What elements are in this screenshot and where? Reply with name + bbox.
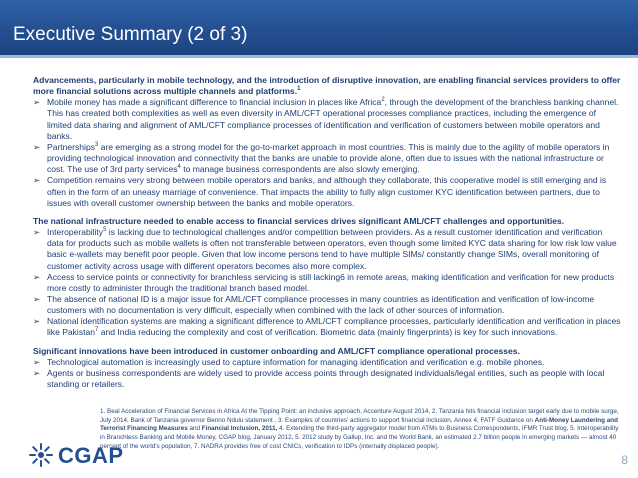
bullet-interoperability: ➢ Interoperability$^5$ is lacking due to technological challenges and/or competition between providers. As a result customer identification and verification data for products such as mobile wallets is often not transferable between operators, even though some limited KYC data sharing for low risk low value basic e-wallets may benefit poor people. Given that low income persons tend to have multiple SIMs/ constantly change SIMs, overall monitoring of customer activity across usage with different operators becomes also more complex. [33,227,617,271]
page-number: 8 [621,453,628,467]
bullet-competition: ➢ Competition remains very strong between mobile operators and banks, and although they collaborate, this cooperative model is still emerging and is often in the form of an uneasy marriage of convenience. That impacts the ability to fully align customer KYC identification between partners, due to issues with overall customer ownership between the banks and mobile operators. [33,175,607,208]
section-heading-3: Significant innovations have been introduced in customer onboarding and AML/CFT compliance operational processes. [33,345,520,356]
arrow-bullet-icon: ➢ [33,271,41,282]
bullet-national-id-absence: ➢ The absence of national ID is a major issue for AML/CFT compliance processes in many countries as identification and verification of low-income customers with no documentation is very difficult, especially when combined with the lack of other sources of information. [33,293,595,316]
arrow-bullet-icon: ➢ [33,316,41,327]
section-heading-1: Advancements, particularly in mobile technology, and the introduction of disruptive innovation, are enabling financial services providers to offer more financial solutions across multiple channels and platforms.$^1$ [33,75,621,97]
bullet-national-id-systems: ➢ National identification systems are making a significant difference to AML/CFT compliance processes, particularly identification and verification in places like Pakistan$^7$ and India reducing the complexity and cost of verification. Biometric data (mainly fingerprints) is key for such innovations. [33,316,621,338]
cgap-sunburst-icon [28,442,54,468]
cgap-logo [28,442,124,470]
arrow-bullet-icon: ➢ [33,97,41,108]
arrow-bullet-icon: ➢ [33,227,41,238]
arrow-bullet-icon: ➢ [33,141,41,152]
slide-body [33,75,621,390]
arrow-bullet-icon: ➢ [33,175,41,186]
bullet-automation: ➢ Technological automation is increasingly used to capture information for managing identification and verification e.g. mobile phones. [33,356,545,367]
bullet-partnerships: ➢ Partnerships$^3$ are emerging as a strong model for the go-to-market approach in most countries. This is mainly due to the agility of mobile operators in providing technological innovation and connectivity that the banks are unable to provide alone, often due to issues with the national infrastructure or cost. The use of 3rd party services$^4$ to manage business correspondents are also slowly emerging. [33,141,610,175]
arrow-bullet-icon: ➢ [33,367,41,378]
arrow-bullet-icon: ➢ [33,356,41,367]
footnotes: 1. Beal Acceleration of Financial Services in Africa At the Tipping Point: an inclusive approach, Accenture August 2014, 2. Tanzania hits financial inclusion target early due to mobile surge, July 2014, Bank of Tanzania governor Benno Ndulu statement , 3. Examples of countries' actions to support financial inclusion, Annex 4, FATF Guidance on Anti-Money Laundering and Terrorist Financing Measures and Financial Inclusion, 2011, 4. Extending the third-party aggregator model from ATMs to Business Correspondents, IFMR Trust blog, 5. Interoperability in Branchless Banking and Mobile Money, CGAP blog, January 2012, 5. 2012 study by Gallup, Inc. and the World Bank, an estimated 2.7 billion people in emerging markets — almost 40 percent of the world's population, 7. NADRA provides free of cost CNICs, verification to IDPs (internally displaced people). [100,408,619,450]
header-divider [0,55,638,58]
section-heading-2: The national infrastructure needed to enable access to financial services drives significant AML/CFT challenges and opportunities. [33,215,565,226]
bullet-mobile-money: ➢ Mobile money has made a significant difference to financial inclusion in places like Africa$^2$, through the development of the branchless banking channel. This has created both complexities as well as even diversity in AML/CFT operational processes compliance practices, including the emergence of limited data sharing and alignment of AML/CFT compliance processes of identification and verification of customers between mobile operators and banks. [33,97,619,141]
slide-title: Executive Summary (2 of 3) [13,24,248,45]
bullet-access-points: ➢ Access to service points or connectivity for branchless servicing is still lacking6 in remote areas, making identification and verification for new products more costly to administer through the traditional branch based model. [33,271,615,293]
logo-wordmark: CGAP [58,443,124,468]
arrow-bullet-icon: ➢ [33,293,41,304]
bullet-agents: ➢ Agents or business correspondents are widely used to provide access points through designated individuals/legal entities, such as people with local standing or retailers. [33,367,605,390]
